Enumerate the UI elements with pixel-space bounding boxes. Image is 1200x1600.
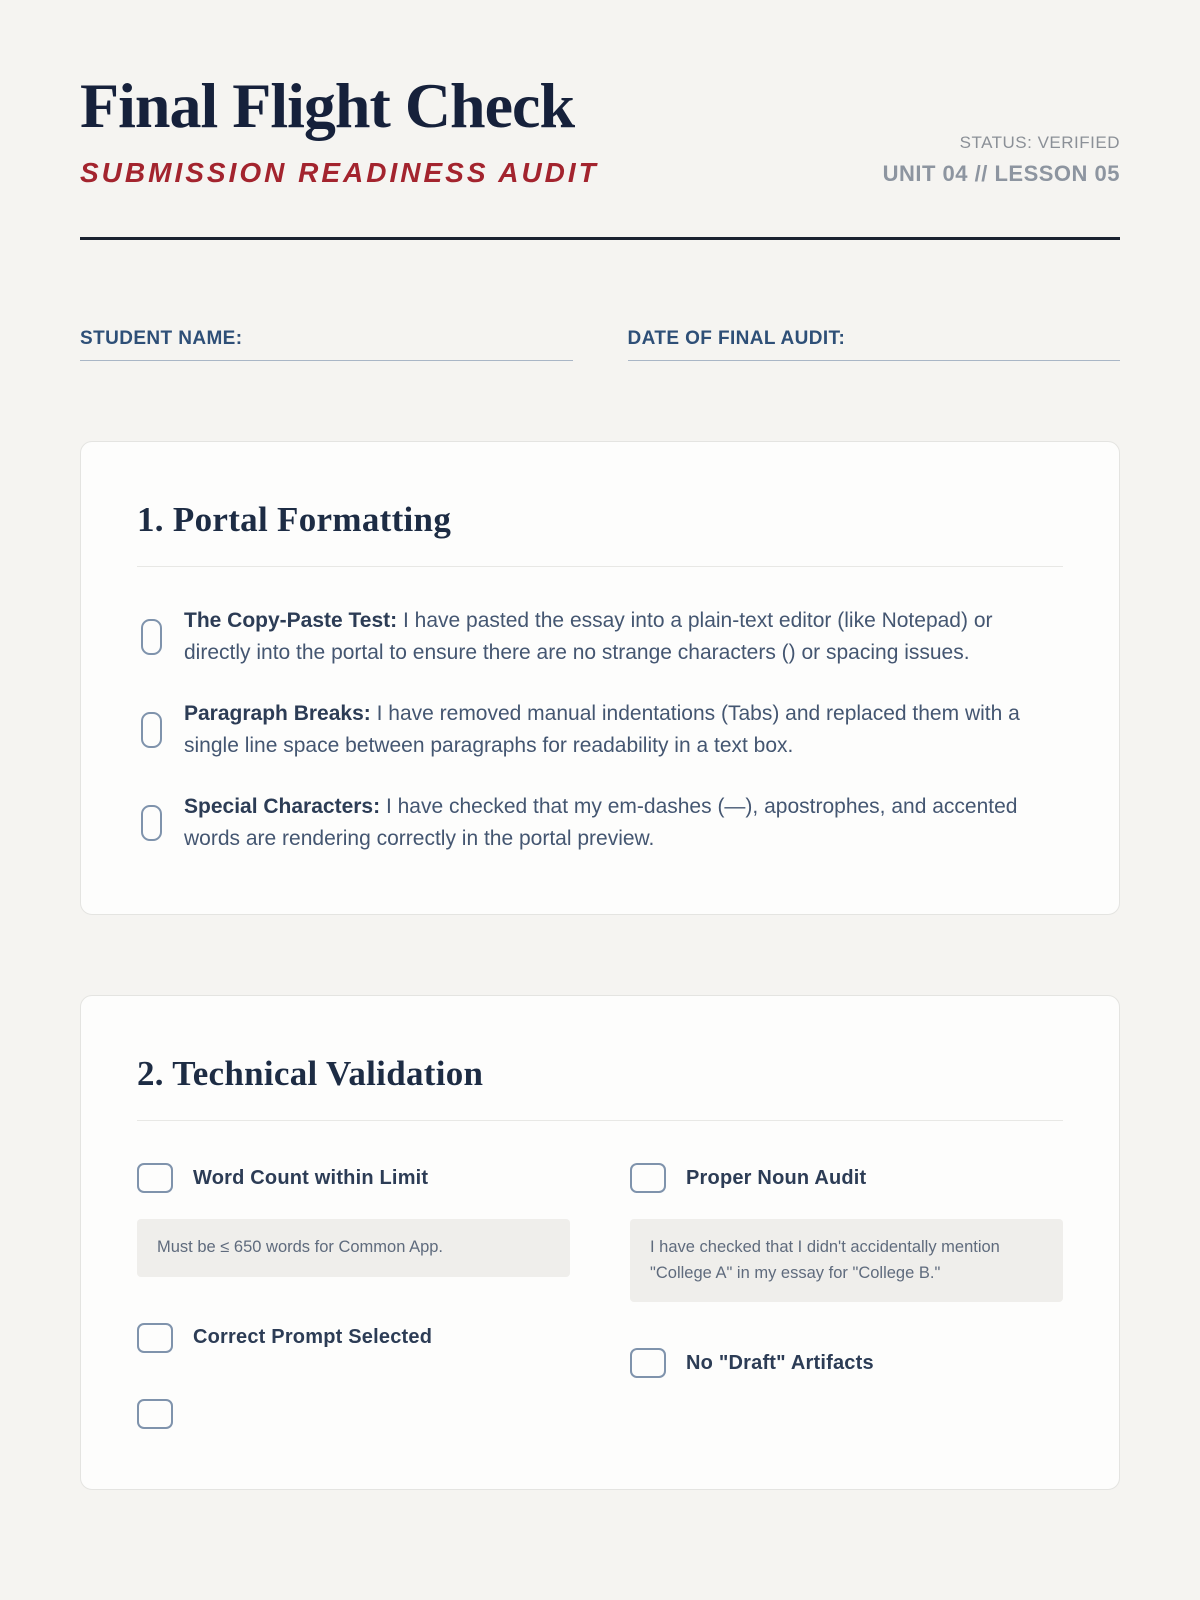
section-title: 2. Technical Validation (137, 1054, 484, 1094)
list-item (630, 1163, 1063, 1193)
checkbox-clipped[interactable] (137, 1399, 173, 1429)
list-item (137, 791, 1063, 854)
list-item (630, 1348, 1063, 1378)
list-item-lead: Special Characters: (184, 795, 381, 819)
item-label: Proper Noun Audit (686, 1166, 867, 1189)
header-meta (883, 133, 1120, 189)
list-item-text (184, 791, 1044, 854)
page-subtitle: SUBMISSION READINESS AUDIT (80, 157, 599, 189)
checkbox-paragraph-breaks[interactable] (141, 712, 162, 748)
list-item (137, 1163, 570, 1193)
header-rule (80, 237, 1120, 240)
section-title: 1. Portal Formatting (137, 500, 452, 540)
page-title: Final Flight Check (80, 70, 575, 141)
list-item (137, 1399, 570, 1429)
audit-date-label: DATE OF FINAL AUDIT: (627, 328, 846, 350)
section-technical-validation (80, 995, 1120, 1490)
unit-lesson-label: UNIT 04 // LESSON 05 (882, 161, 1120, 187)
list-item (137, 605, 1063, 668)
list-item-text (184, 698, 1044, 761)
item-label: Word Count within Limit (193, 1166, 429, 1189)
grid-column-right (630, 1163, 1063, 1429)
audit-date-field[interactable] (628, 328, 1121, 361)
note-word-count: Must be ≤ 650 words for Common App. (137, 1219, 570, 1277)
section-divider (137, 566, 1063, 567)
grid-column-left (137, 1163, 570, 1429)
section-portal-formatting (80, 441, 1120, 915)
item-label: Correct Prompt Selected (193, 1326, 433, 1349)
student-name-field[interactable] (80, 328, 573, 361)
checklist (137, 605, 1063, 854)
item-label: No "Draft" Artifacts (686, 1351, 874, 1374)
list-item (137, 1323, 570, 1353)
status-badge: STATUS: VERIFIED (959, 133, 1120, 153)
list-item (137, 698, 1063, 761)
validation-grid (137, 1163, 1063, 1429)
checkbox-no-draft-artifacts[interactable] (630, 1348, 666, 1378)
form-row (80, 328, 1120, 361)
header (80, 72, 1120, 189)
section-divider (137, 1120, 1063, 1121)
list-item-lead: Paragraph Breaks: (184, 702, 371, 726)
list-item-body: I have pasted the essay into a plain-text editor (like Notepad) or directly into the portal to ensure there are no strange characters () or spacing issues. (184, 609, 993, 664)
checkbox-special-characters[interactable] (141, 805, 162, 841)
checkbox-proper-noun[interactable] (630, 1163, 666, 1193)
header-titles (80, 72, 599, 189)
list-item-body: I have checked that my em-dashes (—), apostrophes, and accented words are rendering correctly in the portal preview. (184, 795, 1018, 850)
checkbox-word-count[interactable] (137, 1163, 173, 1193)
list-item-lead: The Copy-Paste Test: (184, 609, 398, 633)
list-item-text (184, 605, 1044, 668)
list-item-body: I have removed manual indentations (Tabs) and replaced them with a single line space between paragraphs for readability in a text box. (184, 702, 1020, 757)
checkbox-correct-prompt[interactable] (137, 1323, 173, 1353)
student-name-label: STUDENT NAME: (80, 328, 243, 350)
checkbox-copy-paste-test[interactable] (141, 619, 162, 655)
note-proper-noun: I have checked that I didn't accidentally mention "College A" in my essay for "College B." (630, 1219, 1063, 1302)
